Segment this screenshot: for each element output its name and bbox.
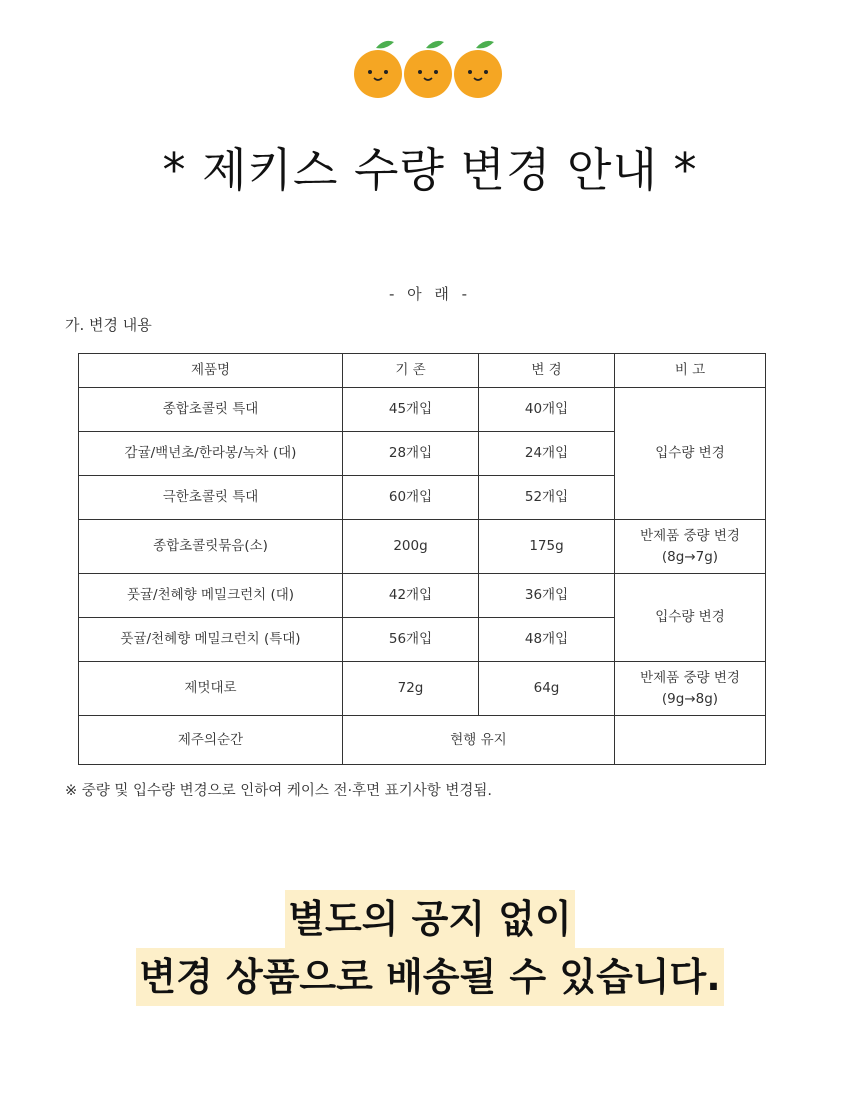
banner-line-1: 별도의 공지 없이	[285, 890, 574, 948]
page-title: * 제키스 수량 변경 안내 *	[162, 143, 698, 197]
product-name: 풋귤/천혜향 메밀크런치 (대)	[79, 574, 343, 618]
product-name: 제멋대로	[79, 662, 343, 716]
product-name: 종합초콜릿묶음(소)	[79, 520, 343, 574]
header-remark: 비 고	[615, 354, 766, 388]
orange-characters	[352, 40, 508, 102]
after-value: 52개입	[479, 476, 615, 520]
orange-character-icon	[454, 41, 502, 98]
footnote: ※ 중량 및 입수량 변경으로 인하여 케이스 전·후면 표기사항 변경됨.	[65, 783, 493, 799]
after-value: 40개입	[479, 388, 615, 432]
remark-line: (9g→8g)	[661, 690, 719, 707]
table-row	[79, 716, 766, 765]
after-value: 64g	[479, 662, 615, 716]
remark-cell	[615, 716, 766, 765]
after-value: 24개입	[479, 432, 615, 476]
change-table	[78, 353, 766, 765]
remark-line: (8g→7g)	[661, 548, 719, 565]
before-value: 56개입	[343, 618, 479, 662]
header-after: 변 경	[479, 354, 615, 388]
table-header-row	[79, 354, 766, 388]
after-value: 36개입	[479, 574, 615, 618]
product-name: 감귤/백년초/한라봉/녹차 (대)	[79, 432, 343, 476]
before-value: 28개입	[343, 432, 479, 476]
remark-cell	[615, 662, 766, 716]
before-value: 42개입	[343, 574, 479, 618]
center-heading: - 아 래 -	[388, 285, 472, 303]
orange-character-icon	[404, 41, 452, 98]
table-row	[79, 662, 766, 716]
notice-banner	[0, 890, 860, 1006]
product-name: 풋귤/천혜향 메밀크런치 (특대)	[79, 618, 343, 662]
table-row	[79, 388, 766, 432]
remark-cell	[615, 520, 766, 574]
before-value: 60개입	[343, 476, 479, 520]
after-value: 48개입	[479, 618, 615, 662]
section-heading: 가. 변경 내용	[65, 316, 152, 334]
product-name: 제주의순간	[79, 716, 343, 765]
before-value: 200g	[343, 520, 479, 574]
orange-character-icon	[354, 41, 402, 98]
after-value: 175g	[479, 520, 615, 574]
product-name: 극한초콜릿 특대	[79, 476, 343, 520]
header-product: 제품명	[79, 354, 343, 388]
remark-line: 반제품 중량 변경	[640, 527, 740, 544]
remark-cell: 입수량 변경	[615, 388, 766, 520]
before-value: 72g	[343, 662, 479, 716]
banner-line-2: 변경 상품으로 배송될 수 있습니다.	[136, 948, 723, 1006]
remark-cell: 입수량 변경	[615, 574, 766, 662]
table-row	[79, 520, 766, 574]
header-before: 기 존	[343, 354, 479, 388]
product-name: 종합초콜릿 특대	[79, 388, 343, 432]
before-value: 45개입	[343, 388, 479, 432]
remark-line: 반제품 중량 변경	[640, 669, 740, 686]
maintained-value: 현행 유지	[343, 716, 615, 765]
table-row	[79, 574, 766, 618]
